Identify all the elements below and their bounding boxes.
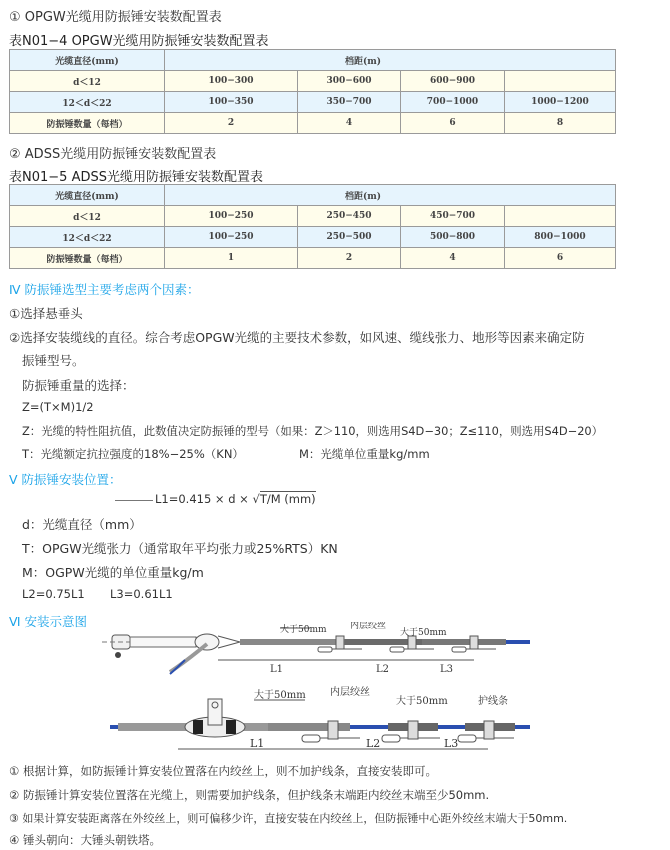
table-row: [10, 71, 616, 92]
header-diameter: 光缆直径(mm): [10, 185, 165, 206]
table-row: [10, 206, 616, 227]
table-cell: 350−700: [298, 92, 401, 113]
table-cell: 300−600: [298, 71, 401, 92]
inner-rod-label: 内层绞丝: [350, 622, 387, 631]
table2-caption: 表N01−5 ADSS光缆用防振锤安装数配置表: [9, 170, 263, 185]
table-header-row: [10, 185, 616, 206]
table-cell: 500−800: [401, 227, 505, 248]
header-span: 档距(m): [165, 50, 616, 71]
d-description: d：光缆直径（mm）: [22, 517, 142, 532]
installation-diagram-tension: [110, 685, 530, 755]
gt50-label-b: 大于50mm: [400, 628, 447, 638]
header-diameter: 光缆直径(mm): [10, 50, 165, 71]
selection-item-1: ①选择悬垂头: [9, 306, 83, 321]
table-cell: 100−350: [165, 92, 298, 113]
opgw-config-table: [9, 49, 616, 134]
z-description: Z：光缆的特性阻抗值，此数值决定防振锤的型号（如果：Z＞110，则选用S4D−30；Z≤110，则选用S4D−20）: [22, 424, 604, 438]
table-cell: 12＜d＜22: [10, 227, 165, 248]
gt50-label-a: 大于50mm: [280, 625, 327, 635]
table-row: [10, 248, 616, 269]
guard-rod-label: 护线条: [478, 696, 508, 707]
tension-clamp-icon: [185, 699, 245, 737]
table-cell: 6: [505, 248, 616, 269]
table1-caption: 表N01−4 OPGW光缆用防振锤安装数配置表: [9, 34, 269, 49]
table-cell: d＜12: [10, 71, 165, 92]
table-cell: 800−1000: [505, 227, 616, 248]
l3-formula: L3=0.61L1: [110, 587, 173, 601]
table-cell: 100−250: [165, 227, 298, 248]
table-cell: 8: [505, 113, 616, 134]
weight-title: 防振锤重量的选择：: [22, 378, 135, 393]
l1-formula-root: T/M (mm): [259, 492, 316, 506]
table-cell: 600−900: [401, 71, 505, 92]
section2-heading: ② ADSS光缆用防振锤安装数配置表: [9, 147, 217, 162]
t-tension-description: T：OPGW光缆张力（通常取年平均张力或25%RTS）KN: [22, 541, 338, 556]
table-cell: 防振锤数量（每档）: [10, 248, 165, 269]
section1-heading: ① OPGW光缆用防振锤安装数配置表: [9, 10, 222, 25]
table-cell: 6: [401, 113, 505, 134]
l2-formula: L2=0.75L1: [22, 587, 85, 601]
z-formula: Z=(T×M)1/2: [22, 400, 94, 414]
table-cell: 1000−1200: [505, 92, 616, 113]
adss-config-table: [9, 184, 616, 269]
table-cell: 700−1000: [401, 92, 505, 113]
m-weight-description: M：OGPW光缆的单位重量kg/m: [22, 565, 204, 580]
table-row: [10, 113, 616, 134]
l3-label: L3: [444, 737, 459, 750]
gt50-label-a: 大于50mm: [254, 690, 306, 701]
table-cell: 防振锤数量（每档）: [10, 113, 165, 134]
table-cell: [505, 206, 616, 227]
note-1: ① 根据计算，如防振锤计算安装位置落在内绞丝上，则不加护线条，直接安装即可。: [9, 764, 437, 778]
section4-heading: Ⅳ 防振锤选型主要考虑两个因素：: [9, 282, 200, 297]
table-cell: 4: [298, 113, 401, 134]
l1-formula-prefix: L1=0.415 × d ×: [155, 492, 253, 506]
table-cell: 250−450: [298, 206, 401, 227]
table-cell: 100−250: [165, 206, 298, 227]
t-description: T：光缆额定抗拉强度的18%−25%（KN）: [22, 447, 244, 461]
table-cell: 1: [165, 248, 298, 269]
table-row: [10, 227, 616, 248]
table-cell: 12＜d＜22: [10, 92, 165, 113]
installation-diagram-suspension: [100, 622, 540, 680]
selection-item-2: ②选择安装缆线的直径。综合考虑OPGW光缆的主要技术参数，如风速、缆线张力、地形等因素来确定防: [9, 330, 585, 345]
l1-formula: [155, 492, 316, 506]
section6-heading: Ⅵ 安装示意图: [9, 614, 88, 629]
table-cell: 100−300: [165, 71, 298, 92]
table-row: [10, 92, 616, 113]
formula-dash: [115, 500, 153, 501]
l1-label: L1: [270, 664, 284, 675]
header-span: 档距(m): [165, 185, 616, 206]
l3-label: L3: [440, 664, 454, 675]
note-3: ③ 如果计算安装距离落在外绞丝上，则可偏移少许，直接安装在内绞丝上，但防振锤中心距外绞丝末端大于50mm.: [9, 812, 568, 825]
note-2: ② 防振锤计算安装位置落在光缆上，则需要加护线条，但护线条末端距内绞丝末端至少50mm.: [9, 788, 490, 802]
table-cell: 450−700: [401, 206, 505, 227]
l2-label: L2: [376, 664, 390, 675]
suspension-clamp-icon: [102, 634, 219, 674]
note-4: ④ 锤头朝向：大锤头朝铁塔。: [9, 833, 161, 847]
table-cell: [505, 71, 616, 92]
m-description: M：光缆单位重量kg/mm: [299, 447, 430, 461]
table-cell: 250−500: [298, 227, 401, 248]
selection-item-2-cont: 振锤型号。: [22, 353, 85, 368]
table-cell: 2: [298, 248, 401, 269]
l2-label: L2: [366, 737, 381, 750]
table-cell: 4: [401, 248, 505, 269]
inner-rod-label: 内层绞丝: [330, 687, 370, 698]
gt50-label-b: 大于50mm: [396, 696, 448, 707]
table-cell: 2: [165, 113, 298, 134]
section5-heading: Ⅴ 防振锤安装位置：: [9, 472, 122, 487]
table-cell: d＜12: [10, 206, 165, 227]
l1-label: L1: [250, 737, 265, 750]
sqrt-icon: √: [252, 492, 260, 506]
table-header-row: [10, 50, 616, 71]
